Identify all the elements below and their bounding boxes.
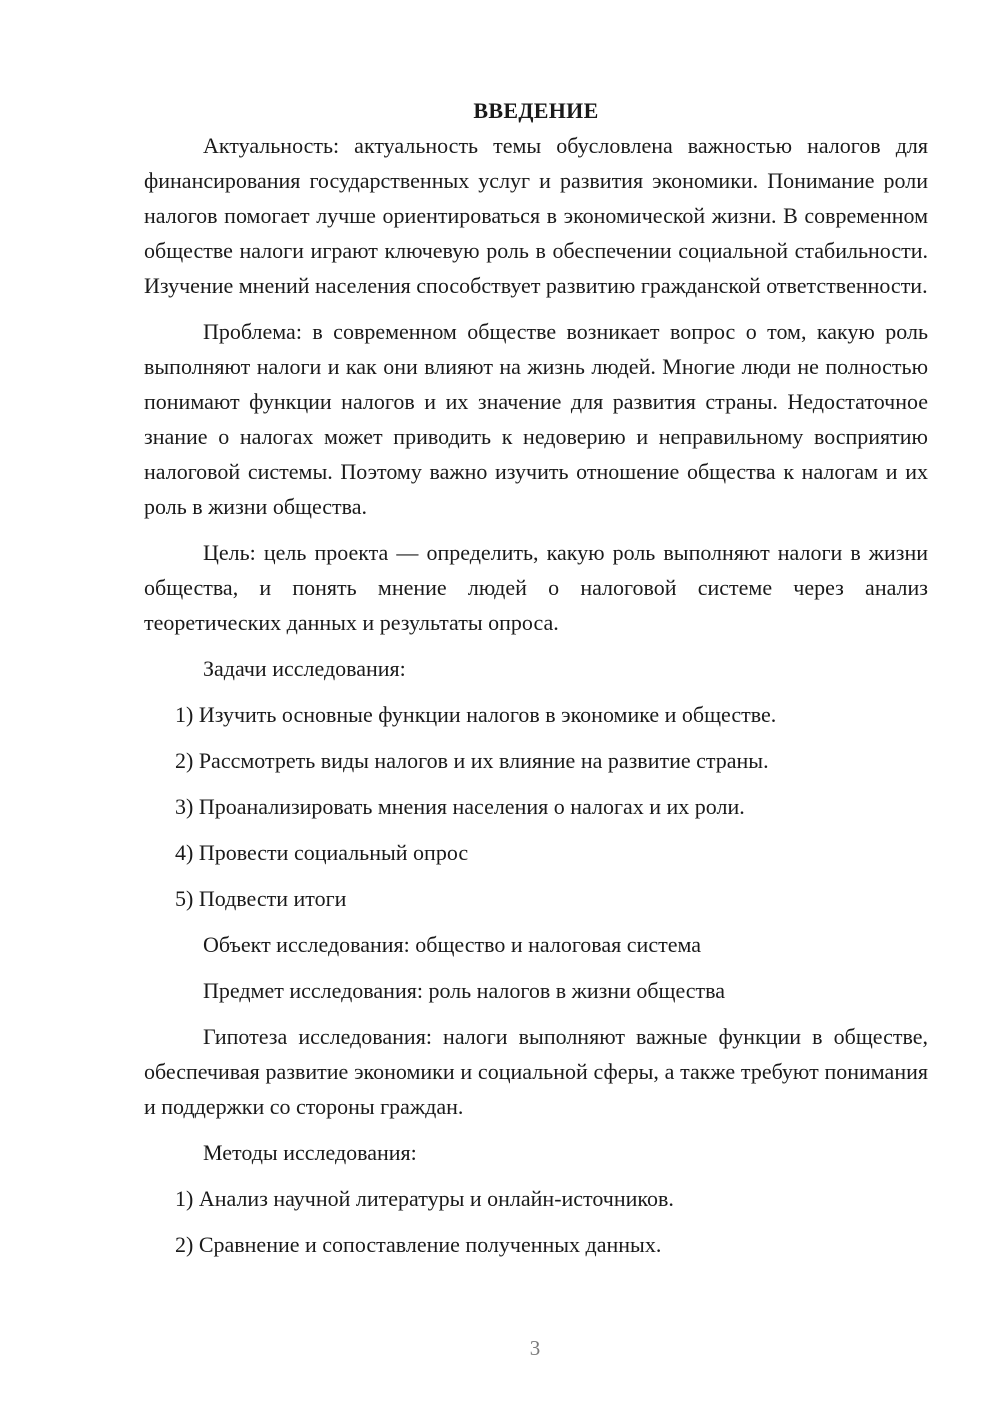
task-item: 3) Проанализировать мнения населения о налогах и их роли.	[175, 794, 745, 819]
method-item: 1) Анализ научной литературы и онлайн-источников.	[175, 1186, 674, 1211]
relevance-paragraph: Актуальность: актуальность темы обусловлена важностью налогов для финансирования государственных услуг и развития экономики. Понимание роли налогов помогает лучше ориентироваться в экономической жизни. В современном обществе налоги играют ключевую роль в обеспечении социальной стабильности. Изучение мнений населения способствует развитию гражданской ответственности.	[144, 133, 928, 298]
task-item: 1) Изучить основные функции налогов в экономике и обществе.	[175, 702, 777, 727]
task-item: 5) Подвести итоги	[175, 886, 347, 911]
task-item: 2) Рассмотреть виды налогов и их влияние на развитие страны.	[175, 748, 769, 773]
problem-paragraph: Проблема: в современном обществе возникает вопрос о том, какую роль выполняют налоги и как они влияют на жизнь людей. Многие люди не полностью понимают функции налогов и их значение для развития страны. Недостаточное знание о налогах может приводить к недоверию и неправильному восприятию налоговой системы. Поэтому важно изучить отношение общества к налогам и их роль в жизни общества.	[144, 319, 928, 519]
hypothesis-paragraph: Гипотеза исследования: налоги выполняют важные функции в обществе, обеспечивая развитие экономики и социальной сферы, а также требуют понимания и поддержки со стороны граждан.	[144, 1024, 928, 1119]
page-number: 3	[529, 1336, 541, 1360]
section-heading: ВВЕДЕНИЕ	[473, 98, 599, 123]
object-paragraph: Объект исследования: общество и налоговая система	[203, 932, 701, 957]
method-item: 2) Сравнение и сопоставление полученных данных.	[175, 1232, 662, 1257]
tasks-title: Задачи исследования:	[203, 656, 406, 681]
goal-paragraph: Цель: цель проекта — определить, какую роль выполняют налоги в жизни общества, и понять мнение людей о налоговой системе через анализ теоретических данных и результаты опроса.	[144, 540, 928, 635]
subject-paragraph: Предмет исследования: роль налогов в жизни общества	[203, 978, 726, 1003]
task-item: 4) Провести социальный опрос	[175, 840, 469, 865]
methods-title: Методы исследования:	[203, 1140, 417, 1165]
page-content	[144, 93, 928, 1262]
